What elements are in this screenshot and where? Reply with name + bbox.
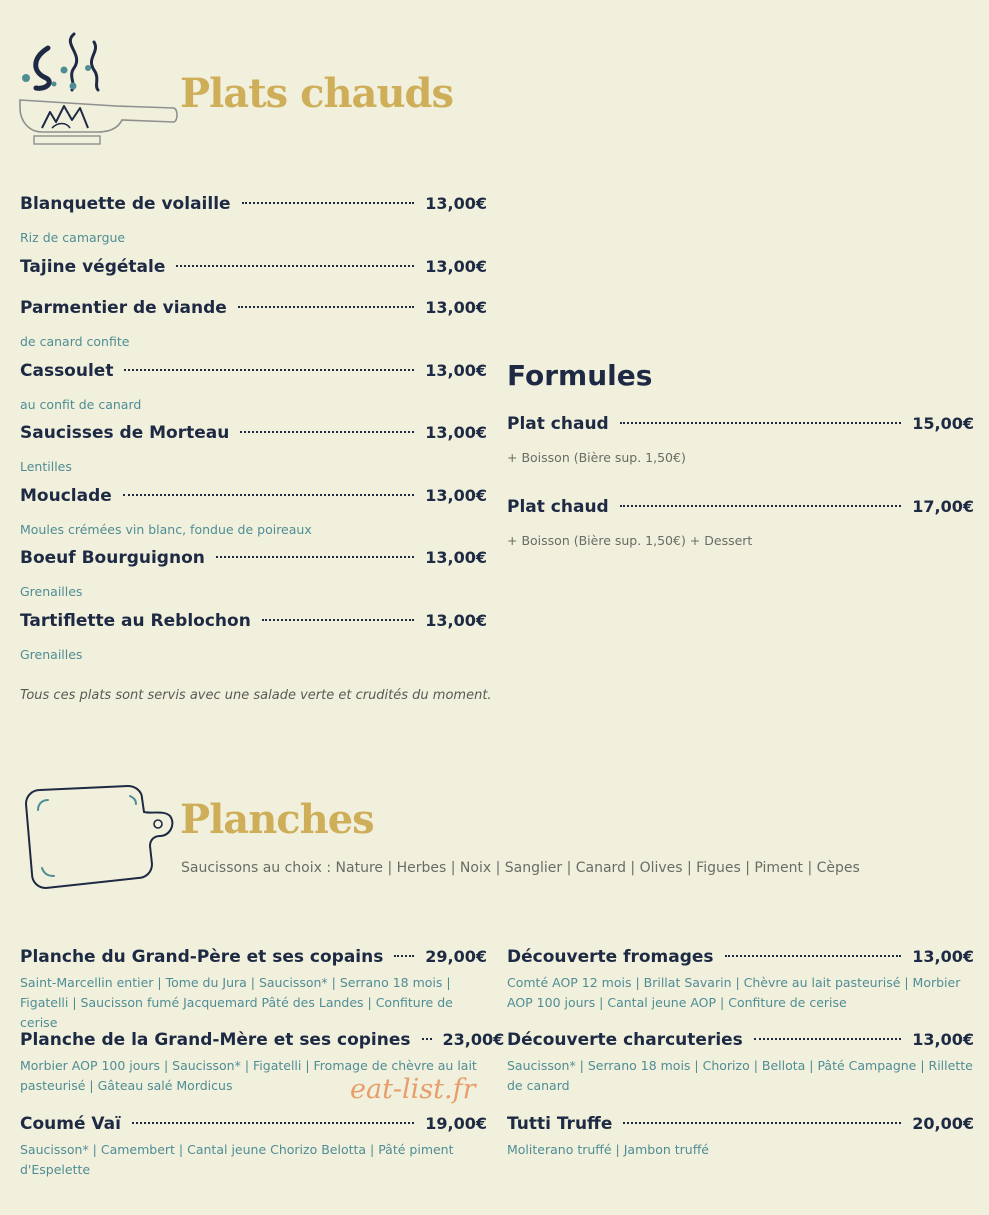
dot-leader xyxy=(238,306,414,308)
item-name: Tartiflette au Reblochon xyxy=(20,611,251,631)
plats-chauds-note: Tous ces plats sont servis avec une salade verte et crudités du moment. xyxy=(20,688,492,703)
list-item xyxy=(20,1114,487,1180)
item-price: 13,00€ xyxy=(425,423,487,442)
list-item xyxy=(20,298,487,361)
dot-leader xyxy=(620,505,902,507)
item-name: Parmentier de viande xyxy=(20,298,227,318)
item-name: Boeuf Bourguignon xyxy=(20,548,205,568)
list-item xyxy=(507,1114,974,1160)
item-name: Planche du Grand-Père et ses copains xyxy=(20,947,384,967)
item-name: Cassoulet xyxy=(20,361,114,381)
item-name: Blanquette de volaille xyxy=(20,194,231,214)
item-name: Plat chaud xyxy=(507,497,609,517)
item-price: 20,00€ xyxy=(912,1114,974,1133)
item-price: 19,00€ xyxy=(425,1114,487,1133)
item-description: Saint-Marcellin entier | Tome du Jura | Saucisson* | Serrano 18 mois | Figatelli | Saucisson fumé Jacquemard Pâté des Landes | Confiture de cerise xyxy=(20,975,453,1030)
formules-title: Formules xyxy=(507,359,653,392)
dot-leader xyxy=(240,431,414,433)
planches-right-list xyxy=(507,947,974,1160)
item-price: 13,00€ xyxy=(425,361,487,380)
item-price: 13,00€ xyxy=(425,548,487,567)
cutting-board-icon xyxy=(18,782,178,897)
dot-leader xyxy=(422,1038,432,1040)
list-item xyxy=(20,611,487,671)
plats-chauds-list xyxy=(20,194,487,671)
item-description: Saucisson* | Serrano 18 mois | Chorizo | Bellota | Pâté Campagne | Rillette de canard xyxy=(507,1058,973,1093)
planches-left-list xyxy=(20,947,505,1180)
item-name: Planche de la Grand-Mère et ses copines xyxy=(20,1030,411,1050)
dot-leader xyxy=(132,1122,414,1124)
planches-subtitle: Saucissons au choix : Nature | Herbes | Noix | Sanglier | Canard | Olives | Figues | Piment | Cèpes xyxy=(181,860,860,876)
list-item xyxy=(507,1030,974,1114)
item-description: Saucisson* | Camembert | Cantal jeune Chorizo Belotta | Pâté piment d'Espelette xyxy=(20,1142,454,1177)
item-description: Moliterano truffé | Jambon truffé xyxy=(507,1142,710,1157)
list-item xyxy=(20,423,487,486)
item-description: Lentilles xyxy=(20,459,72,474)
item-price: 13,00€ xyxy=(912,947,974,966)
dot-leader xyxy=(394,955,414,957)
watermark: eat-list.fr xyxy=(350,1074,476,1105)
item-description: Riz de camargue xyxy=(20,230,126,245)
item-description: + Boisson (Bière sup. 1,50€) + Dessert xyxy=(507,533,753,548)
item-name: Plat chaud xyxy=(507,414,609,434)
item-price: 29,00€ xyxy=(425,947,487,966)
item-price: 23,00€ xyxy=(442,1030,505,1049)
item-price: 13,00€ xyxy=(425,257,487,276)
planches-title: Planches xyxy=(180,796,374,843)
dot-leader xyxy=(123,494,414,496)
list-item xyxy=(20,194,487,257)
list-item xyxy=(20,257,487,298)
dot-leader xyxy=(124,369,414,371)
dot-leader xyxy=(620,422,902,424)
formules-list xyxy=(507,414,974,551)
item-price: 13,00€ xyxy=(425,298,487,317)
item-price: 13,00€ xyxy=(425,486,487,505)
plats-chauds-title: Plats chauds xyxy=(180,70,454,117)
list-item xyxy=(20,361,487,423)
item-description: Morbier AOP 100 jours | Saucisson* | Figatelli | Fromage de chèvre au lait pasteurisé | Gâteau salé Mordicus xyxy=(20,1058,477,1093)
item-name: Tajine végétale xyxy=(20,257,166,277)
item-name: Saucisses de Morteau xyxy=(20,423,230,443)
item-price: 13,00€ xyxy=(425,611,487,630)
list-item xyxy=(20,486,487,548)
item-name: Tutti Truffe xyxy=(507,1114,613,1134)
item-description: de canard confite xyxy=(20,334,130,349)
list-item xyxy=(507,947,974,1030)
dot-leader xyxy=(262,619,414,621)
item-description: Moules crémées vin blanc, fondue de poireaux xyxy=(20,522,312,537)
item-name: Découverte fromages xyxy=(507,947,714,967)
item-description: Grenailles xyxy=(20,584,83,599)
dot-leader xyxy=(754,1038,901,1040)
item-name: Coumé Vaï xyxy=(20,1114,121,1134)
item-price: 13,00€ xyxy=(912,1030,974,1049)
dot-leader xyxy=(216,556,414,558)
item-description: + Boisson (Bière sup. 1,50€) xyxy=(507,450,686,465)
list-item xyxy=(507,414,974,497)
dot-leader xyxy=(623,1122,901,1124)
item-price: 15,00€ xyxy=(912,414,974,433)
list-item xyxy=(20,548,487,611)
dot-leader xyxy=(176,265,414,267)
frying-pan-icon xyxy=(18,28,178,148)
item-description: Comté AOP 12 mois | Brillat Savarin | Chèvre au lait pasteurisé | Morbier AOP 100 jours | Cantal jeune AOP | Confiture de cerise xyxy=(507,975,961,1010)
item-price: 17,00€ xyxy=(912,497,974,516)
list-item xyxy=(20,947,487,1030)
item-price: 13,00€ xyxy=(425,194,487,213)
dot-leader xyxy=(725,955,902,957)
dot-leader xyxy=(242,202,415,204)
item-description: au confit de canard xyxy=(20,397,142,412)
list-item xyxy=(507,497,974,551)
item-description: Grenailles xyxy=(20,647,83,662)
item-name: Mouclade xyxy=(20,486,112,506)
item-name: Découverte charcuteries xyxy=(507,1030,743,1050)
